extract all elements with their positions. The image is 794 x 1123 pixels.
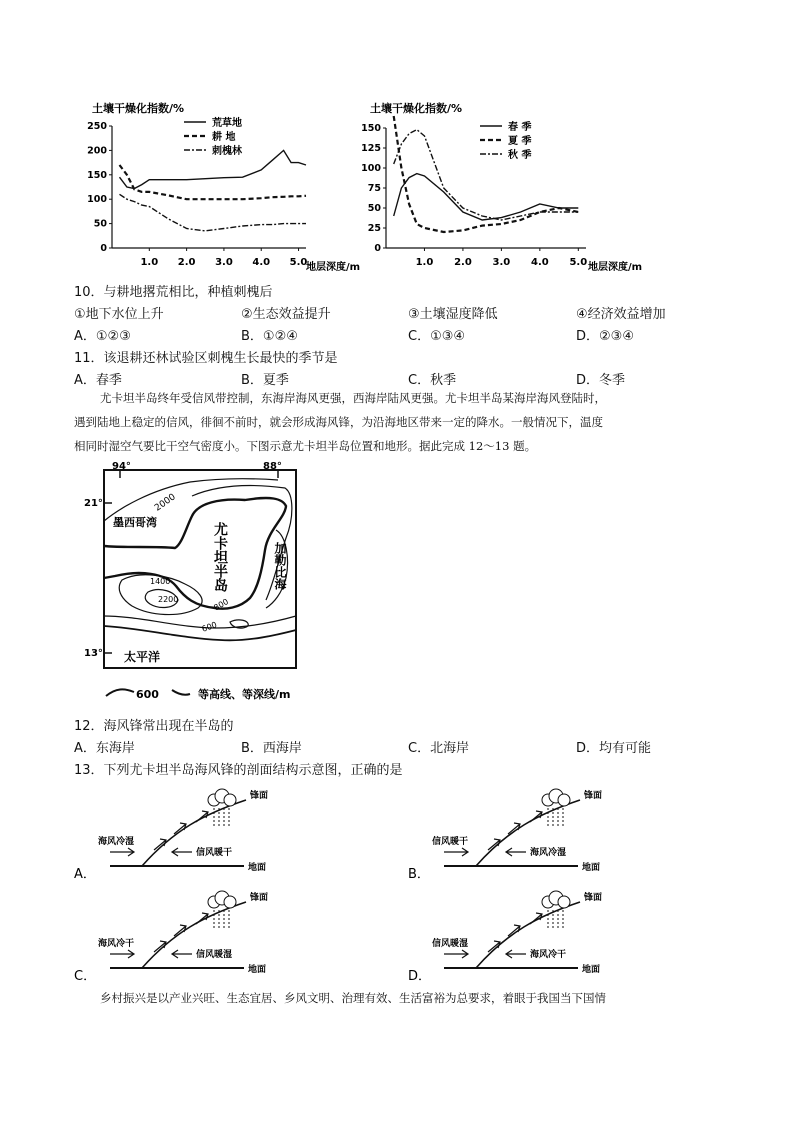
- upper-wind-arrow: [444, 848, 468, 856]
- place-pacific: 太平洋: [124, 650, 161, 664]
- upper-wind-label: 信风暖干: [432, 837, 469, 847]
- x-tick-label: 4.0: [252, 257, 271, 268]
- q10-option-a: A．①②③: [74, 329, 131, 344]
- legend-label-2: 耕 地: [212, 132, 236, 143]
- contour-label-2000: 2000: [153, 492, 178, 514]
- cloud-icon: [208, 789, 236, 806]
- lower-wind-arrow: [506, 950, 526, 958]
- legend-label-1: 春 季: [508, 122, 532, 133]
- q12-option-b: B．西海岸: [241, 741, 302, 756]
- y-tick-label: 25: [367, 223, 381, 234]
- upper-wind-label: 信风暖湿: [432, 939, 469, 949]
- lon-label-94: 94°: [112, 461, 131, 472]
- lower-wind-arrow: [506, 848, 526, 856]
- ground-label: 地面: [582, 863, 601, 873]
- q12-option-c: C．北海岸: [408, 741, 470, 756]
- q13-option-letter: D．: [408, 969, 432, 984]
- yucatan-map: [80, 458, 320, 704]
- y-tick-label: 0: [374, 243, 381, 254]
- q11-option-c: C．秋季: [408, 373, 457, 388]
- front-label: 锋面: [250, 893, 269, 903]
- lat-label-13: 13°: [84, 648, 103, 659]
- q11-option-d: D．冬季: [576, 373, 626, 388]
- upper-wind-label: 海风冷干: [98, 939, 135, 949]
- x-tick-label: 2.0: [177, 257, 196, 268]
- x-tick-label: 1.0: [415, 257, 434, 268]
- chart-left-xticks: [140, 248, 307, 268]
- chart-left-yticks: [87, 121, 112, 254]
- cloud-icon: [542, 789, 570, 806]
- ground-label: 地面: [248, 863, 267, 873]
- passage-line-3: 相同时湿空气要比干空气密度小。下图示意尤卡坦半岛位置和地形。据此完成 12～13 题。: [74, 439, 537, 453]
- q10-option-c: C．①③④: [408, 329, 466, 344]
- chart-right-title: 土壤干燥化指数/%: [370, 102, 463, 115]
- chart-right-legend: [480, 120, 531, 161]
- upper-wind-label: 海风冷湿: [98, 837, 135, 847]
- lower-wind-label: 海风冷湿: [530, 848, 567, 858]
- map-legend-value: 600: [136, 688, 159, 701]
- passage-line-1: 尤卡坦半岛终年受信风带控制，东海岸海风更强，西海岸陆风更强。尤卡坦半岛某海岸海风登陆时，: [100, 391, 606, 405]
- q13-option-letter: A．: [74, 867, 96, 882]
- upper-wind-arrow: [110, 848, 134, 856]
- map-legend-text: 等高线、等深线/m: [198, 688, 291, 701]
- q10-option-d: D．②③④: [576, 329, 634, 344]
- q10-option-b: B．①②④: [241, 329, 298, 344]
- x-tick-label: 5.0: [289, 257, 308, 268]
- front-label: 锋面: [250, 791, 269, 801]
- legend-label-3: 秋 季: [508, 150, 532, 161]
- lower-wind-arrow: [172, 950, 192, 958]
- legend-label-1: 荒草地: [212, 118, 242, 129]
- q11-option-a: A．春季: [74, 373, 122, 388]
- y-tick-label: 150: [87, 169, 107, 181]
- contour-label-2200: 2200: [158, 595, 179, 604]
- q13-diagram-a: [74, 786, 394, 886]
- lower-wind-label: 信风暖湿: [196, 950, 233, 960]
- cloud-icon: [208, 891, 236, 908]
- series-line-2: [120, 165, 307, 199]
- cloud-icon: [542, 891, 570, 908]
- x-tick-label: 4.0: [530, 257, 549, 268]
- q13-stem: 13．下列尤卡坦半岛海风锋的剖面结构示意图，正确的是: [74, 763, 403, 778]
- x-tick-label: 3.0: [492, 257, 511, 268]
- q11-option-b: B．夏季: [241, 373, 289, 388]
- y-tick-label: 200: [87, 145, 107, 157]
- ground-label: 地面: [248, 965, 267, 975]
- ground-label: 地面: [582, 965, 601, 975]
- q13-diagram-b: [408, 786, 728, 886]
- q13-diagram-d: [408, 888, 728, 988]
- series-line-1: [394, 174, 579, 220]
- passage-2-line: 乡村振兴是以产业兴旺、生态宜居、乡风文明、治理有效、生活富裕为总要求，着眼于我国当下国情: [100, 991, 606, 1005]
- front-label: 锋面: [584, 791, 603, 801]
- x-tick-label: 2.0: [454, 257, 472, 268]
- q12-option-a: A．东海岸: [74, 741, 135, 756]
- x-tick-label: 1.0: [140, 257, 159, 268]
- chart-right-yticks: [361, 123, 386, 254]
- q10-item-4: ④经济效益增加: [576, 307, 666, 322]
- lower-wind-label: 海风冷干: [530, 950, 567, 960]
- contour-label-800: 800: [212, 597, 231, 613]
- y-tick-label: 250: [87, 121, 107, 132]
- q10-item-3: ③土壤湿度降低: [408, 307, 498, 322]
- lower-wind-label: 信风暖干: [196, 848, 233, 858]
- y-tick-label: 50: [93, 218, 107, 230]
- chart-left-legend: [184, 116, 243, 157]
- passage-line-2: 遇到陆地上稳定的信风，徘徊不前时，就会形成海风锋，为沿海地区带来一定的降水。一般情况下，温度: [74, 415, 603, 429]
- legend-label-2: 夏 季: [508, 136, 532, 147]
- q11-stem: 11．该退耕还林试验区刺槐生长最快的季节是: [74, 351, 338, 366]
- chart-right-lines: [394, 116, 579, 232]
- y-tick-label: 100: [361, 163, 381, 174]
- upper-wind-arrow: [110, 950, 134, 958]
- legend-label-3: 刺槐林: [212, 146, 242, 157]
- q10-item-2: ②生态效益提升: [241, 307, 331, 322]
- chart-left-title: 土壤干燥化指数/%: [92, 102, 185, 115]
- chart-left-lines: [120, 150, 307, 231]
- q10-item-1: ①地下水位上升: [74, 307, 164, 322]
- x-tick-label: 5.0: [569, 257, 588, 268]
- q10-stem: 10．与耕地撂荒相比，种植刺槐后: [74, 285, 273, 300]
- chart-left-xlabel: 地层深度/m: [306, 262, 361, 273]
- chart-right-xticks: [416, 248, 588, 268]
- q13-diagram-c: [74, 888, 394, 988]
- place-caribbean: 加勒比海: [273, 542, 287, 590]
- chart-right-xlabel: 地层深度/m: [588, 262, 643, 273]
- contour-label-600: 600: [200, 620, 219, 634]
- lat-label-21: 21°: [84, 498, 103, 509]
- q13-option-letter: C．: [74, 969, 97, 984]
- y-tick-label: 0: [100, 243, 107, 254]
- lon-label-88: 88°: [263, 461, 282, 472]
- y-tick-label: 125: [361, 143, 381, 154]
- y-tick-label: 150: [361, 123, 381, 134]
- front-label: 锋面: [584, 893, 603, 903]
- upper-wind-arrow: [444, 950, 468, 958]
- y-tick-label: 50: [367, 203, 381, 214]
- x-tick-label: 3.0: [215, 257, 233, 268]
- place-yucatan: 尤卡坦半岛: [212, 522, 228, 592]
- y-tick-label: 75: [367, 183, 381, 194]
- chart-right: [361, 98, 664, 276]
- q13-option-letter: B．: [408, 867, 430, 882]
- chart-left: [84, 98, 370, 276]
- q12-stem: 12．海风锋常出现在半岛的: [74, 719, 234, 734]
- place-gulf-of-mexico: 墨西哥湾: [113, 516, 157, 529]
- contour-label-1400: 1400: [150, 577, 171, 586]
- y-tick-label: 100: [87, 194, 107, 206]
- q12-option-d: D．均有可能: [576, 741, 652, 756]
- lower-wind-arrow: [172, 848, 192, 856]
